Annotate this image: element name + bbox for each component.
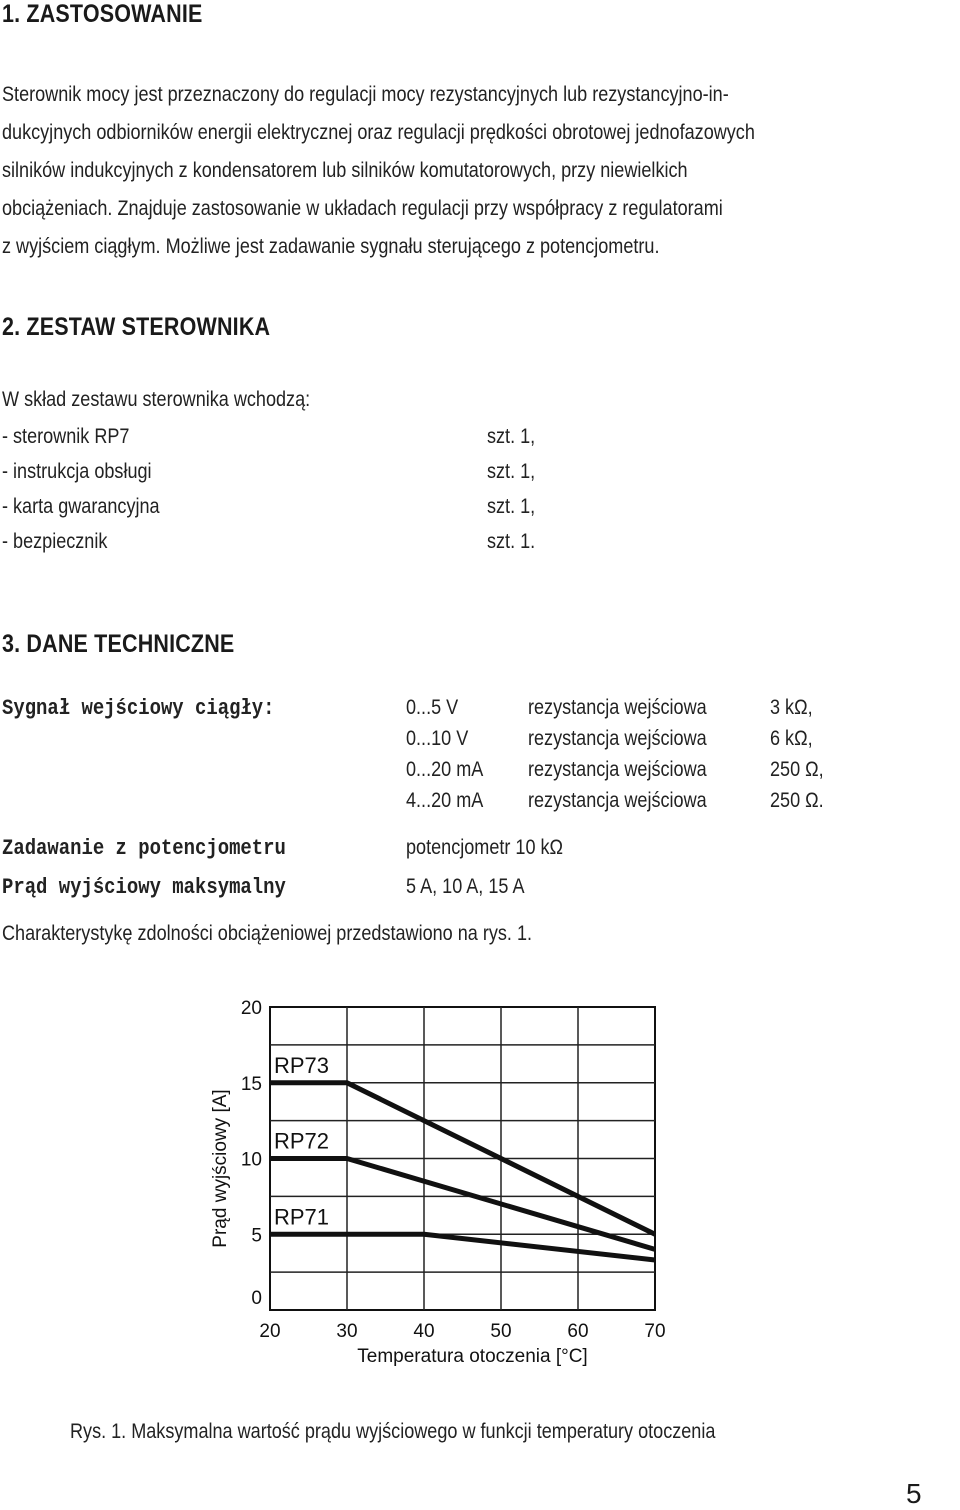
kit-item-name: - sterownik RP7 [2, 425, 130, 448]
section2-intro: W skład zestawu sterownika wchodzą: [2, 388, 311, 411]
potentiometer-value: potencjometr 10 kΩ [406, 836, 564, 859]
paragraph-line: obciążeniach. Znajduje zastosowanie w układach regulacji przy współpracy z regulatorami [2, 197, 723, 220]
series-label-rp73: RP73 [274, 1052, 330, 1078]
max-output-value: 5 A, 10 A, 15 A [406, 875, 525, 898]
input-range: 0...5 V [406, 696, 459, 719]
input-value: 6 kΩ, [770, 727, 813, 750]
kit-item-name: - instrukcja obsługi [2, 460, 152, 483]
paragraph-line: Sterownik mocy jest przeznaczony do regulacji mocy rezystancyjnych lub rezystancyjno-in- [2, 83, 729, 106]
input-signal-label: Sygnał wejściowy ciągły: [2, 696, 275, 721]
kit-item-name: - bezpiecznik [2, 530, 108, 553]
input-range: 0...20 mA [406, 758, 484, 781]
y-axis-label: Prąd wyjściowy [A] [210, 1089, 231, 1248]
max-output-label: Prąd wyjściowy maksymalny [2, 875, 286, 900]
input-desc: rezystancja wejściowa [528, 758, 707, 781]
kit-item-qty: szt. 1, [487, 425, 536, 448]
paragraph-line: silników indukcyjnych z kondensatorem lub silników komutatorowych, przy niewielkich [2, 159, 688, 182]
x-tick-label: 20 [259, 1321, 281, 1342]
figure-caption: Rys. 1. Maksymalna wartość prądu wyjściowego w funkcji temperatury otoczenia [70, 1420, 716, 1443]
input-range: 4...20 mA [406, 789, 484, 812]
series-label-rp71: RP71 [274, 1204, 330, 1230]
input-value: 250 Ω, [770, 758, 824, 781]
input-range: 0...10 V [406, 727, 469, 750]
chart-note: Charakterystykę zdolności obciążeniowej przedstawiono na rys. 1. [2, 922, 533, 945]
section2-heading: 2. ZESTAW STEROWNIKA [2, 313, 271, 341]
x-tick-label: 40 [413, 1321, 435, 1342]
input-value: 3 kΩ, [770, 696, 813, 719]
kit-item-qty: szt. 1, [487, 460, 536, 483]
x-tick-label: 50 [490, 1321, 512, 1342]
series-line-rp71 [270, 1234, 655, 1260]
x-tick-label: 60 [567, 1321, 589, 1342]
kit-item-qty: szt. 1, [487, 495, 536, 518]
y-tick-label: 10 [240, 1149, 262, 1171]
y-tick-label: 15 [240, 1073, 262, 1095]
section1-heading: 1. ZASTOSOWANIE [2, 0, 203, 28]
y-tick-label: 0 [251, 1288, 262, 1309]
y-tick-label: 5 [251, 1225, 262, 1247]
section1-paragraph [2, 76, 877, 266]
derating-chart [190, 985, 690, 1375]
x-tick-label: 30 [336, 1321, 358, 1342]
y-tick-label: 20 [240, 998, 262, 1019]
x-axis-label: Temperatura otoczenia [°C] [357, 1346, 588, 1367]
page-number: 5 [906, 1478, 922, 1509]
input-value: 250 Ω. [770, 789, 824, 812]
input-desc: rezystancja wejściowa [528, 789, 707, 812]
input-desc: rezystancja wejściowa [528, 696, 707, 719]
series-label-rp72: RP72 [274, 1128, 330, 1154]
paragraph-line: dukcyjnych odbiorników energii elektrycznej oraz regulacji prędkości obrotowej jednofazowych [2, 121, 755, 144]
kit-item-name: - karta gwarancyjna [2, 495, 160, 518]
section3-heading: 3. DANE TECHNICZNE [2, 630, 235, 658]
kit-item-qty: szt. 1. [487, 530, 536, 553]
paragraph-line: z wyjściem ciągłym. Możliwe jest zadawanie sygnału sterującego z potencjometru. [2, 235, 660, 258]
x-tick-label: 70 [644, 1321, 666, 1342]
input-desc: rezystancja wejściowa [528, 727, 707, 750]
potentiometer-label: Zadawanie z potencjometru [2, 836, 286, 861]
